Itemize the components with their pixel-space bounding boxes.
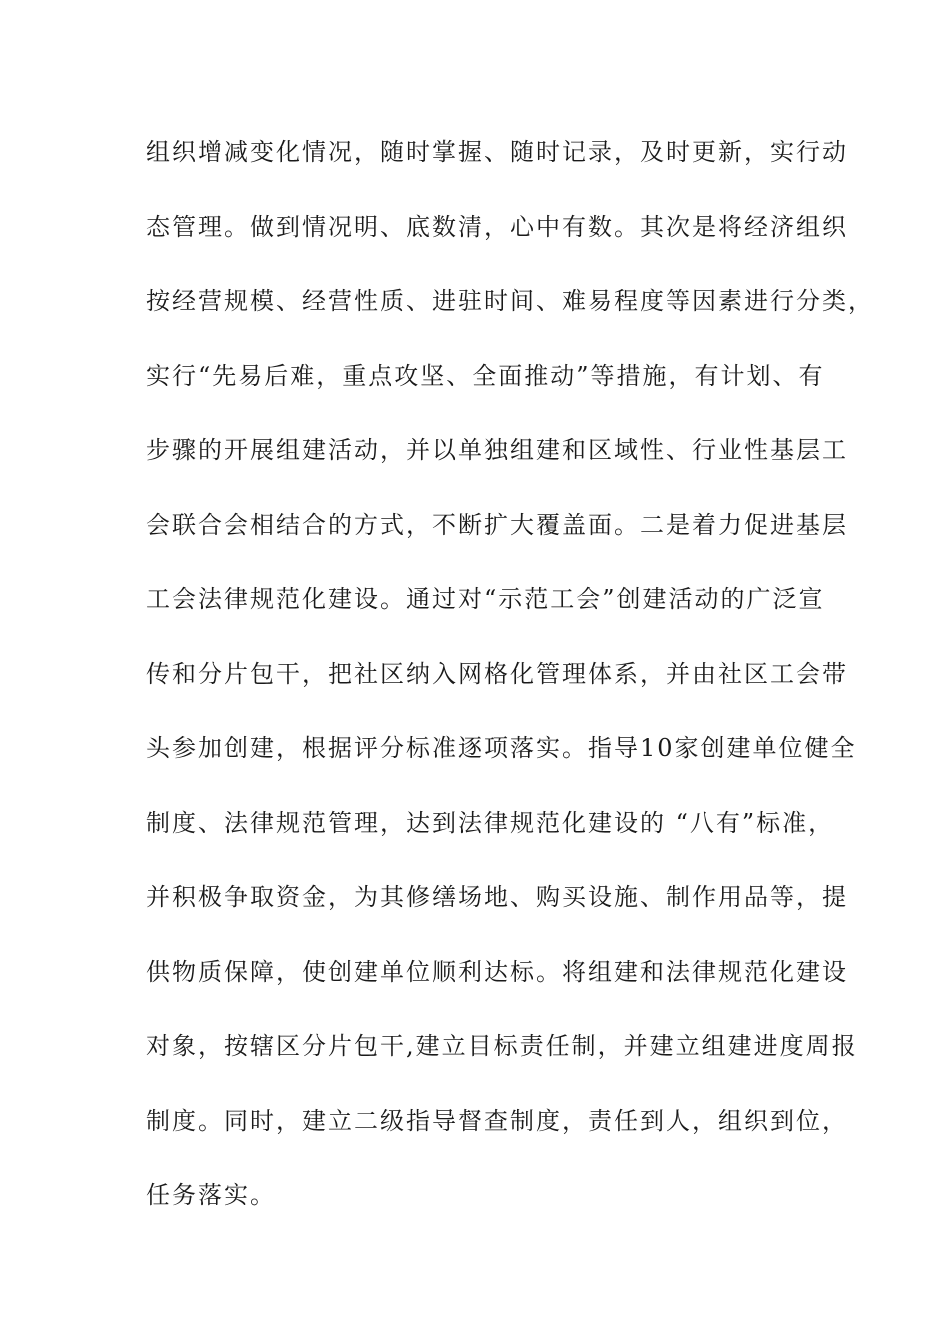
text-line: 头参加创建，根据评分标准逐项落实。指导10家创建单位健全 xyxy=(146,734,857,762)
text-line: 按经营规模、经营性质、进驻时间、难易程度等因素进行分类， xyxy=(146,287,874,315)
text-line: 会联合会相结合的方式，不断扩大覆盖面。二是着力促进基层 xyxy=(146,510,848,539)
text-line: 传和分片包干，把社区纳入网格化管理体系，并由社区工会带 xyxy=(146,659,848,688)
text-line: 态管理。做到情况明、底数清，心中有数。其次是将经济组织 xyxy=(146,212,848,241)
text-line: 步骤的开展组建活动，并以单独组建和区域性、行业性基层工 xyxy=(146,436,848,464)
text-line: 并积极争取资金，为其修缮场地、购买设施、制作用品等，提 xyxy=(146,883,848,911)
body-paragraph xyxy=(146,132,874,1250)
text-line: 实行“先易后难，重点攻坚、全面推动”等措施，有计划、有 xyxy=(146,361,825,390)
text-line: 组织增减变化情况，随时掌握、随时记录，及时更新，实行动 xyxy=(146,138,848,166)
text-line: 供物质保障，使创建单位顺利达标。将组建和法律规范化建设 xyxy=(146,957,848,986)
text-line: 制度、法律规范管理，达到法律规范化建设的 “八有”标准， xyxy=(146,808,835,837)
text-line: 工会法律规范化建设。通过对“示范工会”创建活动的广泛宣 xyxy=(146,585,825,613)
text-line: 任务落实。 xyxy=(146,1181,276,1209)
text-line: 制度。同时，建立二级指导督查制度，责任到人，组织到位， xyxy=(146,1106,848,1135)
text-line: 对象，按辖区分片包干,建立目标责任制，并建立组建进度周报 xyxy=(146,1032,858,1060)
